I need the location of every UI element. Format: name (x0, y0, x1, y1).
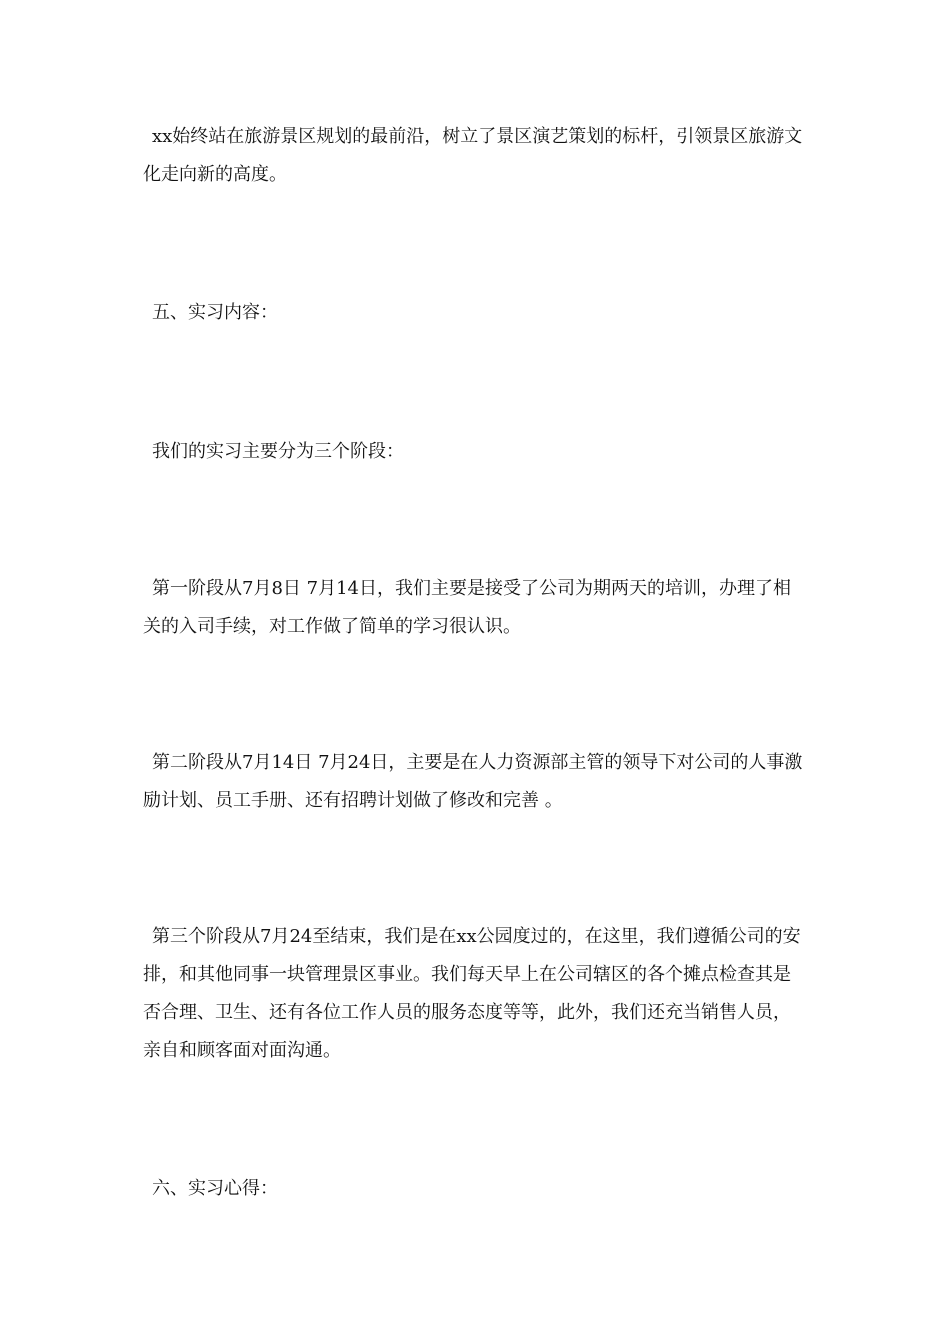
paragraph-stage-two: 第二阶段从7月14日 7月24日，主要是在人力资源部主管的领导下对公司的人事激励计划、员工手册、还有招聘计划做了修改和完善 。 (143, 752, 803, 811)
paragraph-stage-one: 第一阶段从7月8日 7月14日，我们主要是接受了公司为期两天的培训，办理了相关的入司手续，对工作做了简单的学习很认识。 (143, 578, 791, 637)
section-heading-internship-reflections: 六、实习心得： (152, 1178, 278, 1199)
paragraph-stage-three: 第三个阶段从7月24至结束，我们是在xx公园度过的，在这里，我们遵循公司的安排，和其他同事一块管理景区事业。我们每天早上在公司辖区的各个摊点检查其是否合理、卫生、还有各位工作人员的服务态度等等，此外，我们还充当销售人员，亲自和顾客面对面沟通。 (143, 926, 801, 1061)
section-heading-internship-content: 五、实习内容： (152, 302, 278, 323)
paragraph-intro: xx始终站在旅游景区规划的最前沿，树立了景区演艺策划的标杆，引领景区旅游文化走向新的高度。 (143, 126, 803, 185)
paragraph-three-stages: 我们的实习主要分为三个阶段： (152, 441, 404, 462)
